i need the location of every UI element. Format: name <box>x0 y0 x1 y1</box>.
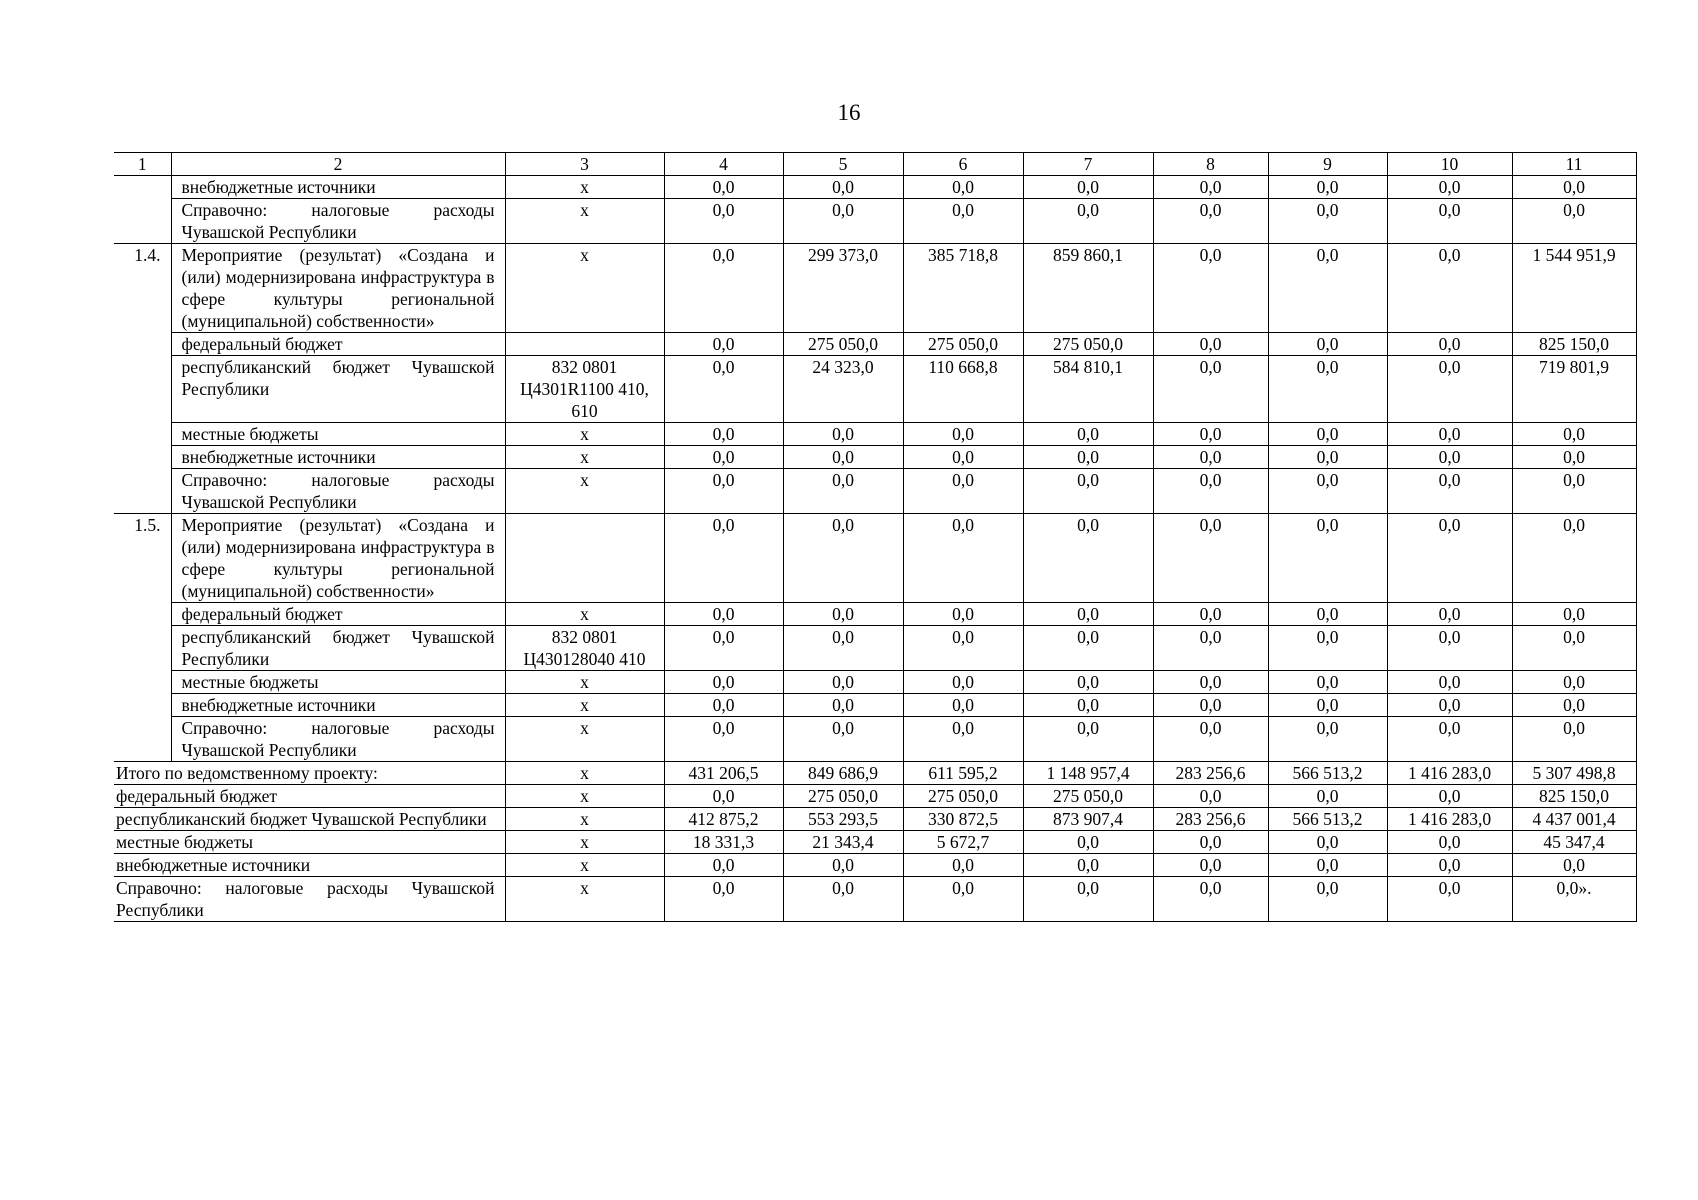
total-description-cell: внебюджетные источники <box>114 854 505 877</box>
header-cell: 10 <box>1387 153 1512 176</box>
value-cell: 0,0 <box>664 469 783 514</box>
value-cell: 0,0 <box>1023 694 1153 717</box>
value-cell: 0,0 <box>1387 785 1512 808</box>
value-cell: 849 686,9 <box>783 762 903 785</box>
value-cell: 584 810,1 <box>1023 356 1153 423</box>
value-cell: 0,0 <box>1387 626 1512 671</box>
value-cell: 0,0 <box>783 199 903 244</box>
total-description-cell: местные бюджеты <box>114 831 505 854</box>
value-cell: 0,0 <box>783 694 903 717</box>
value-cell: 0,0 <box>1023 603 1153 626</box>
value-cell: 275 050,0 <box>1023 785 1153 808</box>
code-cell: х <box>505 199 664 244</box>
value-cell: 0,0 <box>903 694 1023 717</box>
code-cell: х <box>505 762 664 785</box>
value-cell: 0,0 <box>1387 423 1512 446</box>
value-cell: 0,0 <box>1268 626 1387 671</box>
header-cell: 9 <box>1268 153 1387 176</box>
description-cell: республиканский бюджет Чувашской Республики <box>171 626 505 671</box>
value-cell: 0,0 <box>1153 244 1268 333</box>
value-cell: 0,0 <box>1512 626 1636 671</box>
value-cell: 0,0 <box>1023 446 1153 469</box>
table-row <box>114 694 1636 717</box>
value-cell: 275 050,0 <box>1023 333 1153 356</box>
value-cell: 0,0 <box>1512 603 1636 626</box>
value-cell: 283 256,6 <box>1153 808 1268 831</box>
value-cell: 0,0 <box>1023 671 1153 694</box>
description-cell: местные бюджеты <box>171 671 505 694</box>
description-cell: федеральный бюджет <box>171 603 505 626</box>
value-cell: 0,0 <box>1268 356 1387 423</box>
value-cell: 0,0 <box>1268 717 1387 762</box>
code-cell: х <box>505 854 664 877</box>
value-cell: 0,0 <box>1268 877 1387 922</box>
value-cell: 611 595,2 <box>903 762 1023 785</box>
value-cell: 0,0 <box>1023 176 1153 199</box>
value-cell: 0,0 <box>1268 244 1387 333</box>
total-row <box>114 831 1636 854</box>
item-number-cell: 1.5. <box>114 514 171 762</box>
value-cell: 0,0 <box>1512 446 1636 469</box>
total-description-cell: Итого по ведомственному проекту: <box>114 762 505 785</box>
value-cell: 0,0 <box>1387 469 1512 514</box>
value-cell: 0,0 <box>1512 199 1636 244</box>
value-cell: 0,0 <box>1153 603 1268 626</box>
code-cell: 832 0801 Ц430128040 410 <box>505 626 664 671</box>
value-cell: 0,0 <box>903 626 1023 671</box>
description-cell: внебюджетные источники <box>171 176 505 199</box>
value-cell: 0,0 <box>1512 423 1636 446</box>
code-cell: х <box>505 717 664 762</box>
value-cell: 0,0 <box>1512 854 1636 877</box>
value-cell: 0,0 <box>783 176 903 199</box>
value-cell: 0,0 <box>664 423 783 446</box>
value-cell: 0,0 <box>1153 514 1268 603</box>
value-cell: 0,0 <box>783 423 903 446</box>
value-cell: 0,0 <box>664 514 783 603</box>
value-cell: 0,0 <box>1153 333 1268 356</box>
value-cell: 24 323,0 <box>783 356 903 423</box>
description-cell: местные бюджеты <box>171 423 505 446</box>
value-cell: 0,0 <box>903 446 1023 469</box>
value-cell: 275 050,0 <box>783 333 903 356</box>
page-number: 16 <box>837 100 861 125</box>
value-cell: 0,0 <box>1387 831 1512 854</box>
value-cell: 0,0 <box>783 446 903 469</box>
value-cell: 45 347,4 <box>1512 831 1636 854</box>
value-cell: 0,0 <box>903 469 1023 514</box>
code-cell: 832 0801 Ц4301R1100 410, 610 <box>505 356 664 423</box>
value-cell: 4 437 001,4 <box>1512 808 1636 831</box>
item-number-cell <box>114 176 171 244</box>
value-cell: 0,0 <box>1153 199 1268 244</box>
value-cell: 0,0 <box>903 671 1023 694</box>
value-cell: 0,0 <box>1153 446 1268 469</box>
value-cell: 0,0 <box>1023 877 1153 922</box>
header-cell: 1 <box>114 153 171 176</box>
header-row <box>114 153 1636 176</box>
table-row <box>114 244 1636 333</box>
value-cell: 1 544 951,9 <box>1512 244 1636 333</box>
value-cell: 0,0 <box>1268 831 1387 854</box>
header-cell: 2 <box>171 153 505 176</box>
value-cell: 0,0 <box>1512 514 1636 603</box>
value-cell: 0,0 <box>664 694 783 717</box>
value-cell: 0,0 <box>1153 356 1268 423</box>
value-cell: 0,0 <box>1268 446 1387 469</box>
value-cell: 0,0 <box>1153 831 1268 854</box>
value-cell: 0,0 <box>1512 176 1636 199</box>
table-row <box>114 671 1636 694</box>
value-cell: 0,0 <box>1387 603 1512 626</box>
value-cell: 0,0 <box>1153 626 1268 671</box>
value-cell: 0,0 <box>1268 785 1387 808</box>
value-cell: 0,0 <box>664 356 783 423</box>
value-cell: 0,0 <box>1023 717 1153 762</box>
value-cell: 0,0 <box>903 854 1023 877</box>
total-description-cell: республиканский бюджет Чувашской Республики <box>114 808 505 831</box>
total-row <box>114 877 1636 922</box>
total-description-cell: федеральный бюджет <box>114 785 505 808</box>
value-cell: 0,0 <box>1387 514 1512 603</box>
code-cell: х <box>505 694 664 717</box>
value-cell: 21 343,4 <box>783 831 903 854</box>
value-cell: 0,0 <box>903 717 1023 762</box>
value-cell: 0,0 <box>1387 199 1512 244</box>
total-row <box>114 785 1636 808</box>
header-cell: 6 <box>903 153 1023 176</box>
value-cell: 0,0 <box>1387 356 1512 423</box>
value-cell: 0,0 <box>1268 603 1387 626</box>
value-cell: 0,0 <box>1023 199 1153 244</box>
value-cell: 275 050,0 <box>783 785 903 808</box>
value-cell: 0,0 <box>664 244 783 333</box>
description-cell: Справочно: налоговые расходы Чувашской Республики <box>171 469 505 514</box>
value-cell: 431 206,5 <box>664 762 783 785</box>
value-cell: 0,0 <box>1387 333 1512 356</box>
table-row <box>114 356 1636 423</box>
description-cell: Справочно: налоговые расходы Чувашской Республики <box>171 199 505 244</box>
table-row <box>114 199 1636 244</box>
value-cell: 330 872,5 <box>903 808 1023 831</box>
header-cell: 11 <box>1512 153 1636 176</box>
value-cell: 0,0 <box>1387 877 1512 922</box>
table-row <box>114 176 1636 199</box>
total-row <box>114 854 1636 877</box>
value-cell: 0,0 <box>1268 854 1387 877</box>
value-cell: 0,0 <box>1023 626 1153 671</box>
value-cell: 0,0 <box>664 199 783 244</box>
value-cell: 385 718,8 <box>903 244 1023 333</box>
value-cell: 0,0 <box>903 423 1023 446</box>
value-cell: 566 513,2 <box>1268 762 1387 785</box>
value-cell: 0,0 <box>1268 176 1387 199</box>
value-cell: 0,0». <box>1512 877 1636 922</box>
value-cell: 0,0 <box>1153 176 1268 199</box>
value-cell: 0,0 <box>664 785 783 808</box>
total-row <box>114 808 1636 831</box>
value-cell: 283 256,6 <box>1153 762 1268 785</box>
value-cell: 0,0 <box>903 603 1023 626</box>
value-cell: 275 050,0 <box>903 333 1023 356</box>
value-cell: 0,0 <box>1153 877 1268 922</box>
description-cell: внебюджетные источники <box>171 694 505 717</box>
value-cell: 0,0 <box>1268 514 1387 603</box>
value-cell: 0,0 <box>664 671 783 694</box>
code-cell: х <box>505 423 664 446</box>
table-row <box>114 514 1636 603</box>
code-cell: х <box>505 808 664 831</box>
value-cell: 825 150,0 <box>1512 333 1636 356</box>
value-cell: 0,0 <box>1023 469 1153 514</box>
value-cell: 0,0 <box>783 854 903 877</box>
value-cell: 0,0 <box>664 333 783 356</box>
value-cell: 0,0 <box>903 514 1023 603</box>
total-row <box>114 762 1636 785</box>
value-cell: 0,0 <box>1387 694 1512 717</box>
description-cell: внебюджетные источники <box>171 446 505 469</box>
value-cell: 0,0 <box>1153 423 1268 446</box>
total-description-cell: Справочно: налоговые расходы Чувашской Республики <box>114 877 505 922</box>
value-cell: 0,0 <box>903 199 1023 244</box>
header-cell: 7 <box>1023 153 1153 176</box>
value-cell: 0,0 <box>1387 854 1512 877</box>
value-cell: 0,0 <box>1268 671 1387 694</box>
value-cell: 0,0 <box>664 176 783 199</box>
value-cell: 299 373,0 <box>783 244 903 333</box>
value-cell: 0,0 <box>664 446 783 469</box>
value-cell: 0,0 <box>664 854 783 877</box>
value-cell: 0,0 <box>1512 694 1636 717</box>
value-cell: 0,0 <box>1512 717 1636 762</box>
value-cell: 0,0 <box>1268 423 1387 446</box>
value-cell: 0,0 <box>783 514 903 603</box>
code-cell: х <box>505 877 664 922</box>
value-cell: 0,0 <box>1023 831 1153 854</box>
code-cell: х <box>505 176 664 199</box>
value-cell: 0,0 <box>1387 446 1512 469</box>
value-cell: 1 416 283,0 <box>1387 762 1512 785</box>
value-cell: 0,0 <box>1153 785 1268 808</box>
table-body <box>114 153 1636 922</box>
header-cell: 3 <box>505 153 664 176</box>
description-cell: республиканский бюджет Чувашской Республики <box>171 356 505 423</box>
code-cell: х <box>505 785 664 808</box>
value-cell: 0,0 <box>903 877 1023 922</box>
code-cell: х <box>505 603 664 626</box>
value-cell: 0,0 <box>1153 469 1268 514</box>
value-cell: 5 672,7 <box>903 831 1023 854</box>
value-cell: 0,0 <box>1387 176 1512 199</box>
value-cell: 0,0 <box>783 877 903 922</box>
value-cell: 873 907,4 <box>1023 808 1153 831</box>
description-cell: Мероприятие (результат) «Создана и (или) модернизирована инфраструктура в сфере культуры региональной (муниципальной) собственности» <box>171 514 505 603</box>
value-cell: 0,0 <box>903 176 1023 199</box>
table-row <box>114 717 1636 762</box>
budget-table <box>114 152 1637 922</box>
code-cell: х <box>505 446 664 469</box>
table-row <box>114 603 1636 626</box>
header-cell: 8 <box>1153 153 1268 176</box>
value-cell: 553 293,5 <box>783 808 903 831</box>
code-cell <box>505 333 664 356</box>
value-cell: 0,0 <box>664 877 783 922</box>
code-cell <box>505 514 664 603</box>
value-cell: 0,0 <box>1153 694 1268 717</box>
table-row <box>114 446 1636 469</box>
value-cell: 0,0 <box>1268 199 1387 244</box>
description-cell: федеральный бюджет <box>171 333 505 356</box>
header-cell: 5 <box>783 153 903 176</box>
value-cell: 0,0 <box>1023 514 1153 603</box>
value-cell: 0,0 <box>1512 671 1636 694</box>
value-cell: 0,0 <box>1268 333 1387 356</box>
value-cell: 275 050,0 <box>903 785 1023 808</box>
item-number-cell: 1.4. <box>114 244 171 514</box>
value-cell: 719 801,9 <box>1512 356 1636 423</box>
value-cell: 0,0 <box>783 469 903 514</box>
value-cell: 110 668,8 <box>903 356 1023 423</box>
value-cell: 0,0 <box>664 717 783 762</box>
code-cell: х <box>505 244 664 333</box>
value-cell: 0,0 <box>1512 469 1636 514</box>
value-cell: 0,0 <box>1268 469 1387 514</box>
value-cell: 0,0 <box>1387 244 1512 333</box>
value-cell: 0,0 <box>783 671 903 694</box>
value-cell: 0,0 <box>1387 671 1512 694</box>
table-row <box>114 423 1636 446</box>
value-cell: 566 513,2 <box>1268 808 1387 831</box>
code-cell: х <box>505 469 664 514</box>
value-cell: 1 416 283,0 <box>1387 808 1512 831</box>
value-cell: 0,0 <box>1023 423 1153 446</box>
value-cell: 0,0 <box>783 626 903 671</box>
value-cell: 0,0 <box>1153 717 1268 762</box>
table-row <box>114 333 1636 356</box>
description-cell: Справочно: налоговые расходы Чувашской Республики <box>171 717 505 762</box>
value-cell: 0,0 <box>664 626 783 671</box>
code-cell: х <box>505 671 664 694</box>
value-cell: 0,0 <box>1268 694 1387 717</box>
value-cell: 0,0 <box>1387 717 1512 762</box>
table-row <box>114 469 1636 514</box>
value-cell: 859 860,1 <box>1023 244 1153 333</box>
value-cell: 5 307 498,8 <box>1512 762 1636 785</box>
value-cell: 0,0 <box>783 603 903 626</box>
value-cell: 0,0 <box>664 603 783 626</box>
value-cell: 0,0 <box>783 717 903 762</box>
value-cell: 825 150,0 <box>1512 785 1636 808</box>
header-cell: 4 <box>664 153 783 176</box>
value-cell: 18 331,3 <box>664 831 783 854</box>
value-cell: 0,0 <box>1023 854 1153 877</box>
value-cell: 0,0 <box>1153 854 1268 877</box>
value-cell: 1 148 957,4 <box>1023 762 1153 785</box>
table-row <box>114 626 1636 671</box>
value-cell: 412 875,2 <box>664 808 783 831</box>
description-cell: Мероприятие (результат) «Создана и (или) модернизирована инфраструктура в сфере культуры региональной (муниципальной) собственности» <box>171 244 505 333</box>
code-cell: х <box>505 831 664 854</box>
value-cell: 0,0 <box>1153 671 1268 694</box>
